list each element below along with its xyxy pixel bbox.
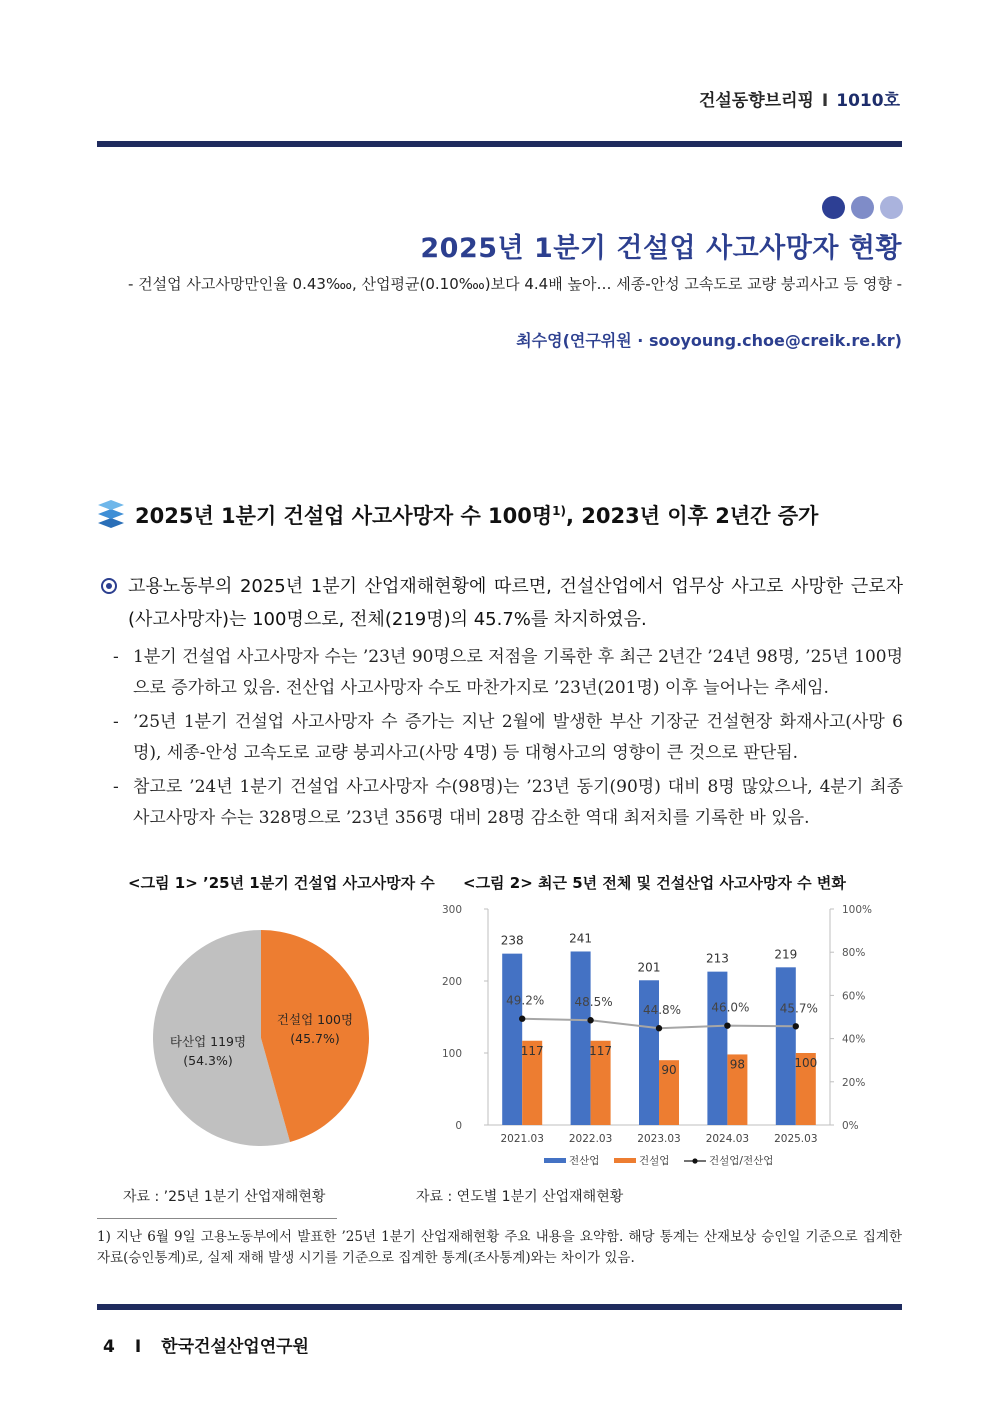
legend-swatch bbox=[544, 1158, 566, 1163]
pie-label-other: 타산업 119명 bbox=[169, 1034, 247, 1049]
article-subtitle: - 건설업 사고사망만인율 0.43‱, 산업평균(0.10‱)보다 4.4배 높아… 세종-안성 고속도로 교량 붕괴사고 등 영향 - bbox=[127, 275, 902, 293]
bar-value-label-construction: 100 bbox=[794, 1056, 818, 1070]
dot-icon bbox=[880, 196, 903, 219]
bar-all-industry bbox=[639, 980, 659, 1125]
x-tick-label: 2022.03 bbox=[568, 1133, 613, 1145]
footer-rule bbox=[97, 1304, 902, 1310]
bar-value-label-construction: 90 bbox=[661, 1063, 677, 1078]
stack-icon bbox=[97, 498, 125, 528]
pie-label-construction: 건설업 100명 bbox=[276, 1012, 354, 1027]
ratio-label: 46.0% bbox=[711, 1000, 750, 1015]
x-tick-label: 2021.03 bbox=[500, 1133, 544, 1145]
bar-value-label-construction: 98 bbox=[729, 1057, 746, 1072]
y2-tick-label: 40% bbox=[842, 1033, 866, 1046]
ratio-label: 45.7% bbox=[779, 1001, 818, 1016]
y2-tick-label: 20% bbox=[842, 1076, 866, 1089]
figure2-source: 자료 : 연도별 1분기 산업재해현황 bbox=[416, 1189, 624, 1205]
legend-swatch bbox=[614, 1158, 636, 1163]
main-paragraph: 고용노동부의 2025년 1분기 산업재해현황에 따르면, 건설산업에서 업무상 사고로 사망한 근로자(사고사망자)는 100명으로, 전체(219명)의 45.7%를 차지하였음. bbox=[128, 576, 903, 630]
bar-value-label-all: 241 bbox=[569, 931, 593, 946]
y2-tick-label: 80% bbox=[842, 947, 866, 960]
x-tick-label: 2024.03 bbox=[705, 1133, 750, 1145]
page-footer: 4 I 한국건설산업연구원 bbox=[103, 1337, 309, 1357]
footnote-rule bbox=[97, 1218, 337, 1219]
section-heading: 2025년 1분기 건설업 사고사망자 수 100명$^{1)}$, 2023년 이후 2년간 증가 bbox=[135, 504, 819, 528]
bar-value-label-all: 201 bbox=[637, 960, 661, 975]
figure1-title: <그림 1> ’25년 1분기 건설업 사고사망자 수 bbox=[128, 874, 435, 892]
bar-value-label-all: 213 bbox=[705, 951, 729, 966]
bar-all-industry bbox=[707, 972, 727, 1125]
ratio-label: 48.5% bbox=[574, 995, 613, 1010]
x-tick-label: 2023.03 bbox=[637, 1133, 681, 1145]
bar-value-label-construction: 117 bbox=[520, 1043, 544, 1058]
header-issue: 1010호 bbox=[836, 91, 900, 111]
bar-all-industry bbox=[776, 967, 796, 1125]
y-tick-label: 100 bbox=[441, 1048, 462, 1060]
y-tick-label: 0 bbox=[455, 1120, 462, 1132]
ratio-point bbox=[724, 1022, 730, 1028]
header-rule bbox=[97, 141, 902, 147]
ratio-label: 44.8% bbox=[642, 1003, 682, 1018]
legend-line-marker bbox=[692, 1158, 697, 1163]
bar-value-label-construction: 117 bbox=[589, 1043, 613, 1058]
footer-org: 한국건설산업연구원 bbox=[161, 1337, 309, 1357]
y-tick-label: 300 bbox=[441, 904, 462, 916]
ratio-point bbox=[793, 1023, 799, 1029]
ratio-label: 49.2% bbox=[506, 993, 545, 1008]
pie-chart bbox=[120, 900, 420, 1170]
footnote-ref[interactable]: 1) bbox=[552, 504, 567, 518]
running-header: 건설동향브리핑 I 1010호 bbox=[698, 91, 900, 111]
legend-label: 건설업/전산업 bbox=[709, 1155, 774, 1167]
x-tick-label: 2025.03 bbox=[774, 1133, 818, 1145]
list-item: - 1분기 건설업 사고사망자 수는 ’23년 90명으로 저점을 기록한 후 최근 2년간 ’24년 98명, ’25년 100명으로 증가하고 있음. 전산업 사고사망자 수도 마찬가지로 ’23년(201명) 이후 늘어나는 추세임. bbox=[113, 647, 903, 698]
list-item: - 참고로 ’24년 1분기 건설업 사고사망자 수(98명)는 ’23년 동기(90명) 대비 8명 많았으나, 4분기 최종 사고사망자 수는 328명으로 ’23년 356명 대비 28명 감소한 역대 최저치를 기록한 바 있음. bbox=[113, 777, 903, 828]
y2-tick-label: 0% bbox=[842, 1120, 859, 1132]
pie-pct-other: (54.3%) bbox=[183, 1053, 233, 1068]
ratio-point bbox=[656, 1025, 662, 1031]
legend-label: 건설업 bbox=[639, 1155, 670, 1167]
bar-line-chart bbox=[432, 898, 902, 1178]
decorative-dots bbox=[822, 196, 903, 219]
figure2-title: <그림 2> 최근 5년 전체 및 건설산업 사고사망자 수 변화 bbox=[463, 874, 846, 892]
y2-tick-label: 60% bbox=[842, 990, 866, 1003]
dot-icon bbox=[822, 196, 845, 219]
bar-all-industry bbox=[502, 954, 522, 1125]
bar-value-label-all: 219 bbox=[774, 947, 798, 962]
ratio-point bbox=[587, 1017, 593, 1023]
dot-icon bbox=[851, 196, 874, 219]
list-item: - ’25년 1분기 건설업 사고사망자 수 증가는 지난 2월에 발생한 부산 기장군 건설현장 화재사고(사망 6명), 세종-안성 고속도로 교량 붕괴사고(사망 4명) 등 대형사고의 영향이 큰 것으로 판단됨. bbox=[113, 712, 903, 763]
figure1-source: 자료 : ’25년 1분기 산업재해현황 bbox=[123, 1189, 326, 1205]
article-author: 최수영(연구위원 · sooyoung.choe@creik.re.kr) bbox=[516, 331, 902, 350]
bar-all-industry bbox=[571, 951, 591, 1125]
y2-tick-label: 100% bbox=[842, 904, 873, 916]
bullet-icon bbox=[101, 578, 117, 594]
bar-value-label-all: 238 bbox=[500, 933, 524, 948]
ratio-point bbox=[519, 1016, 525, 1022]
page-number: 4 bbox=[103, 1337, 115, 1357]
y-tick-label: 200 bbox=[441, 976, 462, 988]
pie-pct-construction: (45.7%) bbox=[290, 1031, 340, 1046]
article-title: 2025년 1분기 건설업 사고사망자 현황 bbox=[420, 233, 902, 264]
legend-label: 전산업 bbox=[569, 1155, 600, 1167]
footnote: 1) 지난 6월 9일 고용노동부에서 발표한 ’25년 1분기 산업재해현황 주요 내용을 요약함. 해당 통계는 산재보상 승인일 기준으로 집계한 자료(승인통계)로, 실제 재해 발생 시기를 기준으로 집계한 통계(조사통계)와는 차이가 있음. bbox=[97, 1229, 902, 1266]
header-title: 건설동향브리핑 bbox=[698, 91, 814, 111]
